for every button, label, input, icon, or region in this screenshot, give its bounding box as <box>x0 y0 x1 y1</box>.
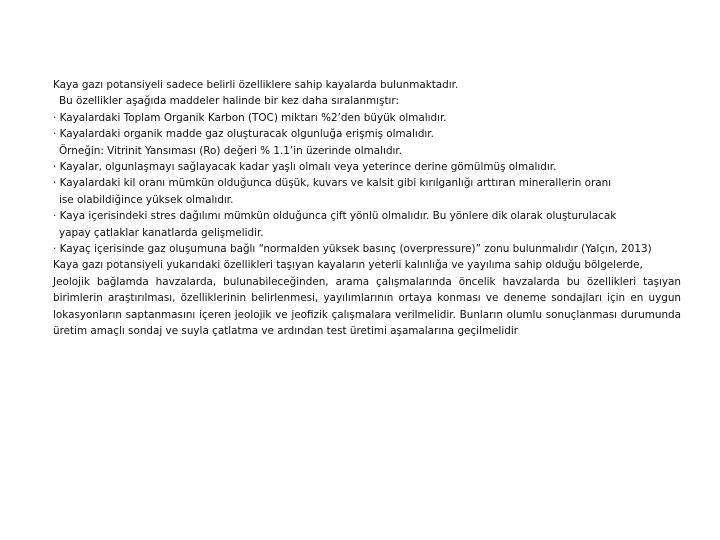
bullet-stress: · Kaya içerisindeki stres dağılımı mümkün olduğunca çift yönlü olmalıdır. Bu yönlere dik olarak oluşturulacak <box>53 210 617 223</box>
closing-paragraph-2: Jeolojik bağlamda havzalarda, bulunabileceğinden, arama çalışmalarında öncelik havzalarda bu özellikleri taşıyan birimlerin araştırılması, özelliklerinin belirlenmesi, yayılımlarının ortaya konması ve deneme sondajları için en uygun lokasyonların saptanmasını içeren jeolojik ve jeofizik çalışmalara verilmelidir. Bunların olumlu sonuçlanması durumunda üretim amaçlı sondaj ve suyla çatlatma ve ardından test üretimi aşamalarına geçilmelidir <box>53 275 681 338</box>
bullet-age-burial: · Kayalar, olgunlaşmayı sağlayacak kadar yaşlı olmalı veya yeterince derine gömülmüş olmalıdır. <box>53 161 557 174</box>
bullet-overpressure: · Kayaç içerisinde gaz oluşumuna bağlı “normalden yüksek basınç (overpressure)” zonu bulunmalıdır (Yalçın, 2013) <box>53 243 652 256</box>
bullet-clay-ratio-cont: ise olabildiğince yüksek olmalıdır. <box>59 193 234 206</box>
bullet-maturity: · Kayalardaki organik madde gaz oluşturacak olgunluğa erişmiş olmalıdır. <box>53 128 434 141</box>
bullet-maturity-example: Örneğin: Vitrinit Yansıması (Ro) değeri % 1.1’in üzerinde olmalıdır. <box>59 144 403 157</box>
text-block <box>53 77 681 340</box>
intro-line: Kaya gazı potansiyeli sadece belirli özelliklere sahip kayalarda bulunmaktadır. <box>53 79 459 91</box>
list-intro-line: Bu özellikler aşağıda maddeler halinde bir kez daha sıralanmıştır: <box>59 95 400 108</box>
bullet-clay-ratio: · Kayalardaki kil oranı mümkün olduğunca düşük, kuvars ve kalsit gibi kırılganlığı arttıran minerallerin oranı <box>53 177 612 190</box>
bullet-stress-cont: yapay çatlaklar kanatlarda gelişmelidir. <box>59 226 264 239</box>
closing-paragraph-1: Kaya gazı potansiyeli yukarıdaki özellikleri taşıyan kayaların yeterli kalınlığa ve yayılıma sahip olduğu bölgelerde, <box>53 259 643 272</box>
bullet-toc: · Kayalardaki Toplam Organik Karbon (TOC) miktarı %2’den büyük olmalıdır. <box>53 111 447 124</box>
